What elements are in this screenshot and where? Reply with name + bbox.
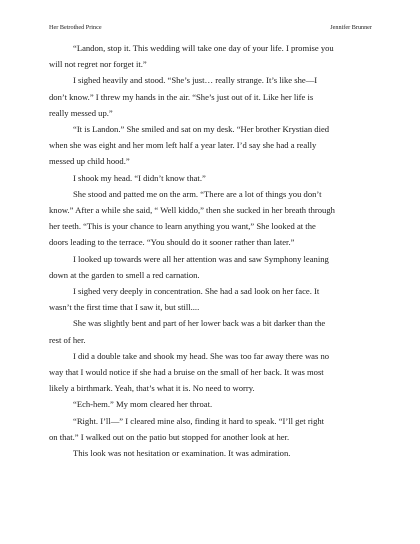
paragraph-line: on that.” I walked out on the patio but stopped for another look at her.	[49, 431, 290, 442]
paragraph	[49, 72, 373, 121]
paragraph-line: I sighed heavily and stood. “She’s just… really strange. It’s like she—I	[73, 75, 318, 86]
page-header	[49, 23, 372, 33]
paragraph-line: rest of her.	[49, 334, 86, 345]
paragraph	[49, 186, 373, 251]
paragraph	[49, 121, 373, 170]
paragraph	[49, 283, 373, 315]
paragraph-line: don’t know.” I threw my hands in the air. “She’s just out of it. Like her life is	[49, 91, 314, 102]
paragraph-line: She was slightly bent and part of her lower back was a bit darker than the	[73, 318, 326, 329]
paragraph	[49, 170, 373, 186]
paragraph-line: down at the garden to smell a red carnation.	[49, 269, 200, 280]
paragraph-line: I shook my head. “I didn’t know that.”	[73, 172, 206, 183]
paragraph-line: doors leading to the terrace. “You should do it sooner rather than later.”	[49, 237, 295, 248]
paragraph-line: I looked up towards were all her attention was and saw Symphony leaning	[73, 253, 329, 264]
paragraph	[49, 40, 373, 72]
paragraph-line: She stood and patted me on the arm. “There are a lot of things you don’t	[73, 188, 322, 199]
paragraph	[49, 413, 373, 445]
paragraph-line: her teeth. “This is your chance to learn anything you want,” She looked at the	[49, 221, 316, 232]
paragraph	[49, 315, 373, 347]
body-text	[49, 40, 373, 461]
header-author: Jennifer Brunner	[330, 24, 372, 31]
header-book-title: Her Betrothed Prince	[49, 24, 102, 31]
paragraph-line: “Right. I’ll—” I cleared mine also, finding it hard to speak. “I’ll get right	[73, 415, 325, 426]
paragraph	[49, 396, 373, 412]
paragraph-line: “Landon, stop it. This wedding will take one day of your life. I promise you	[73, 43, 334, 53]
paragraph-line: really messed up.”	[49, 107, 113, 118]
paragraph-line: know.” After a while she said, “ Well kiddo,” then she sucked in her breath through	[49, 205, 335, 216]
paragraph-line: I sighed very deeply in concentration. She had a sad look on her face. It	[73, 286, 320, 297]
paragraph-line: likely a birthmark. Yeah, that’s what it is. No need to worry.	[49, 383, 255, 394]
paragraph-line: way that I would notice if she had a bruise on the small of her back. It was most	[49, 367, 324, 378]
paragraph-line: wasn’t the first time that I saw it, but still....	[49, 302, 200, 313]
paragraph-line: will not regret nor forget it.”	[49, 59, 147, 70]
paragraph-line: messed up child hood.”	[49, 156, 130, 167]
paragraph-line: This look was not hesitation or examination. It was admiration.	[73, 448, 291, 459]
paragraph	[49, 348, 373, 397]
paragraph-line: I did a double take and shook my head. She was too far away there was no	[73, 350, 330, 361]
paragraph	[49, 445, 373, 461]
paragraph-line: when she was eight and her mom left half a year later. I’d say she had a really	[49, 140, 317, 151]
paragraph	[49, 251, 373, 283]
paragraph-line: “It is Landon.” She smiled and sat on my desk. “Her brother Krystian died	[73, 124, 330, 135]
paragraph-line: “Ech-hem.” My mom cleared her throat.	[73, 399, 213, 410]
